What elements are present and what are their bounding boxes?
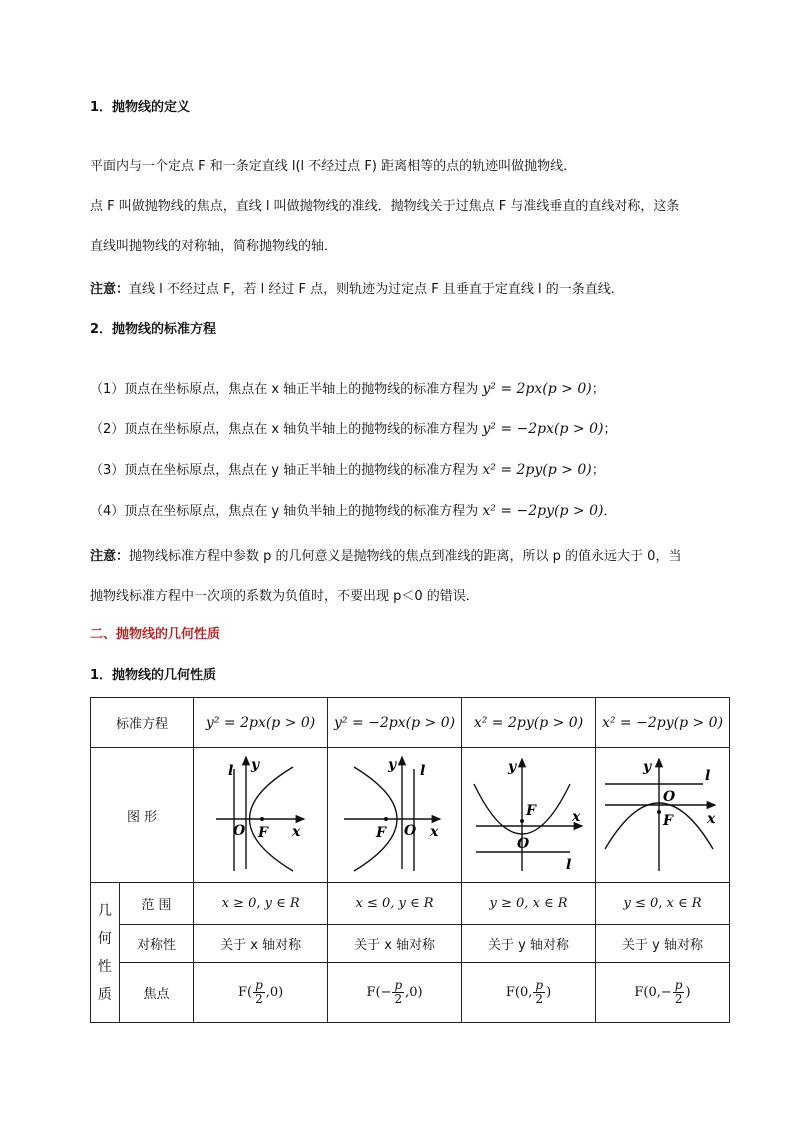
fraction-denominator: 2 (535, 992, 544, 1006)
equation-item-end: ； (591, 463, 605, 478)
equation: y² = −2px(p > 0) (482, 421, 604, 437)
focus-suffix: ) (685, 985, 691, 1000)
section-title-properties: 1．抛物线的几何性质 (90, 668, 217, 683)
group-char: 几 (97, 902, 112, 919)
focus-1 (194, 963, 328, 1023)
fraction-numerator: p (394, 978, 403, 992)
note-2-text: 抛物线标准方程中参数 p 的几何意义是抛物线的焦点到准线的距离，所以 p 的值永远大于 0，当 (129, 549, 682, 564)
focus-label: 焦点 (119, 963, 193, 1023)
header-label: 标准方程 (91, 698, 194, 748)
equation-item-end: ； (603, 422, 617, 437)
properties-table (90, 697, 730, 1023)
figure-cell-1 (194, 748, 328, 883)
equation-item-text: （4）顶点在坐标原点，焦点在 y 轴负半轴上的抛物线的标准方程为 (90, 504, 483, 519)
focus-suffix: ,0) (265, 985, 284, 1000)
label-x: x (429, 824, 438, 840)
range-2: x ≤ 0, y ∈ R (328, 883, 462, 925)
label-f: F (525, 803, 536, 819)
focus-point (384, 817, 388, 821)
label-x: x (571, 809, 580, 825)
symmetry-1: 关于 x 轴对称 (194, 925, 328, 963)
parabola-up-figure (464, 749, 594, 877)
label-f: F (663, 813, 674, 829)
symmetry-3: 关于 y 轴对称 (462, 925, 596, 963)
label-o: O (403, 823, 416, 839)
equation: y² = 2px(p > 0) (482, 381, 592, 397)
table-row-focus (91, 963, 730, 1023)
label-y: y (507, 759, 516, 775)
figure-cell-3 (462, 748, 596, 883)
parabola-left-figure (330, 749, 460, 877)
label-l: l (705, 768, 711, 784)
table-row-symmetry (91, 925, 730, 963)
note-1-text: 直线 l 不经过点 F，若 l 经过 F 点，则轨迹为过定点 F 且垂直于定直线 l 的一条直线． (129, 282, 624, 297)
note-2-label: 注意： (90, 549, 130, 564)
equation-item-end: ． (603, 504, 617, 519)
range-4: y ≤ 0, x ∈ R (595, 883, 729, 925)
fraction-numerator: p (535, 978, 544, 992)
focus-prefix: F(0, (505, 985, 533, 1000)
label-y: y (387, 757, 396, 773)
fraction-numerator: p (255, 978, 263, 992)
symmetry-label: 对称性 (119, 925, 193, 963)
label-l: l (565, 857, 571, 873)
focus-point (260, 817, 264, 821)
part-title-geometric-properties: 二、抛物线的几何性质 (90, 627, 221, 642)
focus-point (657, 810, 661, 814)
equation-item-text: （3）顶点在坐标原点，焦点在 y 轴正半轴上的抛物线的标准方程为 (90, 463, 483, 478)
fraction-denominator: 2 (674, 992, 683, 1006)
focus-prefix: F(0,− (634, 985, 672, 1000)
note-1-label: 注意： (90, 282, 130, 297)
label-x: x (291, 824, 300, 840)
range-3: y ≥ 0, x ∈ R (462, 883, 596, 925)
focus-3 (462, 963, 596, 1023)
label-f: F (375, 825, 386, 841)
label-l: l (227, 763, 233, 779)
equation: x² = 2py(p > 0) (482, 462, 592, 478)
equation-item-4 (90, 500, 616, 519)
section-title-standard-equation: 2．抛物线的标准方程 (90, 322, 217, 337)
label-y: y (643, 759, 652, 775)
figure-cell-4 (595, 748, 729, 883)
equation-item-3 (90, 459, 605, 478)
equation: x² = −2py(p > 0) (482, 503, 604, 519)
note-2-line-1 (90, 545, 681, 564)
fraction (673, 979, 685, 1006)
group-char: 质 (97, 986, 112, 1003)
figure-cell-2 (328, 748, 462, 883)
label-o: O (232, 823, 245, 839)
definition-line-2: 点 F 叫做抛物线的焦点，直线 l 叫做抛物线的准线．抛物线关于过焦点 F 与准线垂直的直线对称，这条 (90, 199, 680, 214)
label-y: y (250, 757, 259, 773)
equation-item-text: （2）顶点在坐标原点，焦点在 x 轴负半轴上的抛物线的标准方程为 (90, 422, 483, 437)
label-f: F (257, 825, 268, 841)
focus-prefix: F( (237, 985, 253, 1000)
fraction (533, 979, 545, 1006)
definition-line-3: 直线叫抛物线的对称轴，简称抛物线的轴． (90, 239, 338, 254)
group-char: 性 (97, 958, 112, 975)
table-row-figure (91, 748, 730, 883)
label-o: O (516, 836, 529, 852)
figure-label: 图 形 (91, 748, 194, 883)
equation-item-end: ； (591, 382, 605, 397)
parabola-right-figure (196, 749, 326, 877)
equation-item-2 (90, 418, 616, 437)
label-o: O (663, 789, 676, 805)
focus-2 (328, 963, 462, 1023)
focus-suffix: ) (546, 985, 552, 1000)
table-row-equation (91, 698, 730, 748)
focus-suffix: ,0) (405, 985, 423, 1000)
equation-item-1 (90, 378, 605, 397)
fraction (253, 979, 265, 1006)
note-1 (90, 278, 624, 297)
symmetry-2: 关于 x 轴对称 (328, 925, 462, 963)
group-char: 何 (97, 930, 112, 947)
note-2-line-2: 抛物线标准方程中一次项的系数为负值时，不要出现 p＜0 的错误． (90, 589, 479, 604)
label-x: x (707, 811, 716, 827)
table-row-range (91, 883, 730, 925)
range-label: 范 围 (119, 883, 193, 925)
fraction-denominator: 2 (394, 992, 403, 1006)
focus-point (520, 819, 524, 823)
parabola-down-figure (597, 749, 727, 877)
table-equation-3: x² = 2py(p > 0) (462, 698, 596, 748)
table-equation-1: y² = 2px(p > 0) (194, 698, 328, 748)
equation-item-text: （1）顶点在坐标原点，焦点在 x 轴正半轴上的抛物线的标准方程为 (90, 382, 483, 397)
fraction-denominator: 2 (255, 992, 263, 1006)
range-1: x ≥ 0, y ∈ R (194, 883, 328, 925)
focus-prefix: F(− (366, 985, 392, 1000)
fraction (392, 979, 404, 1006)
section-title-definition: 1．抛物线的定义 (90, 100, 191, 115)
symmetry-4: 关于 y 轴对称 (595, 925, 729, 963)
fraction-numerator: p (674, 978, 683, 992)
group-label-geometric-properties (91, 883, 120, 1023)
table-equation-2: y² = −2px(p > 0) (328, 698, 462, 748)
definition-line-1: 平面内与一个定点 F 和一条定直线 l(l 不经过点 F) 距离相等的点的轨迹叫做抛物线． (90, 159, 577, 174)
table-equation-4: x² = −2py(p > 0) (595, 698, 729, 748)
focus-4 (595, 963, 729, 1023)
label-l: l (419, 763, 425, 779)
